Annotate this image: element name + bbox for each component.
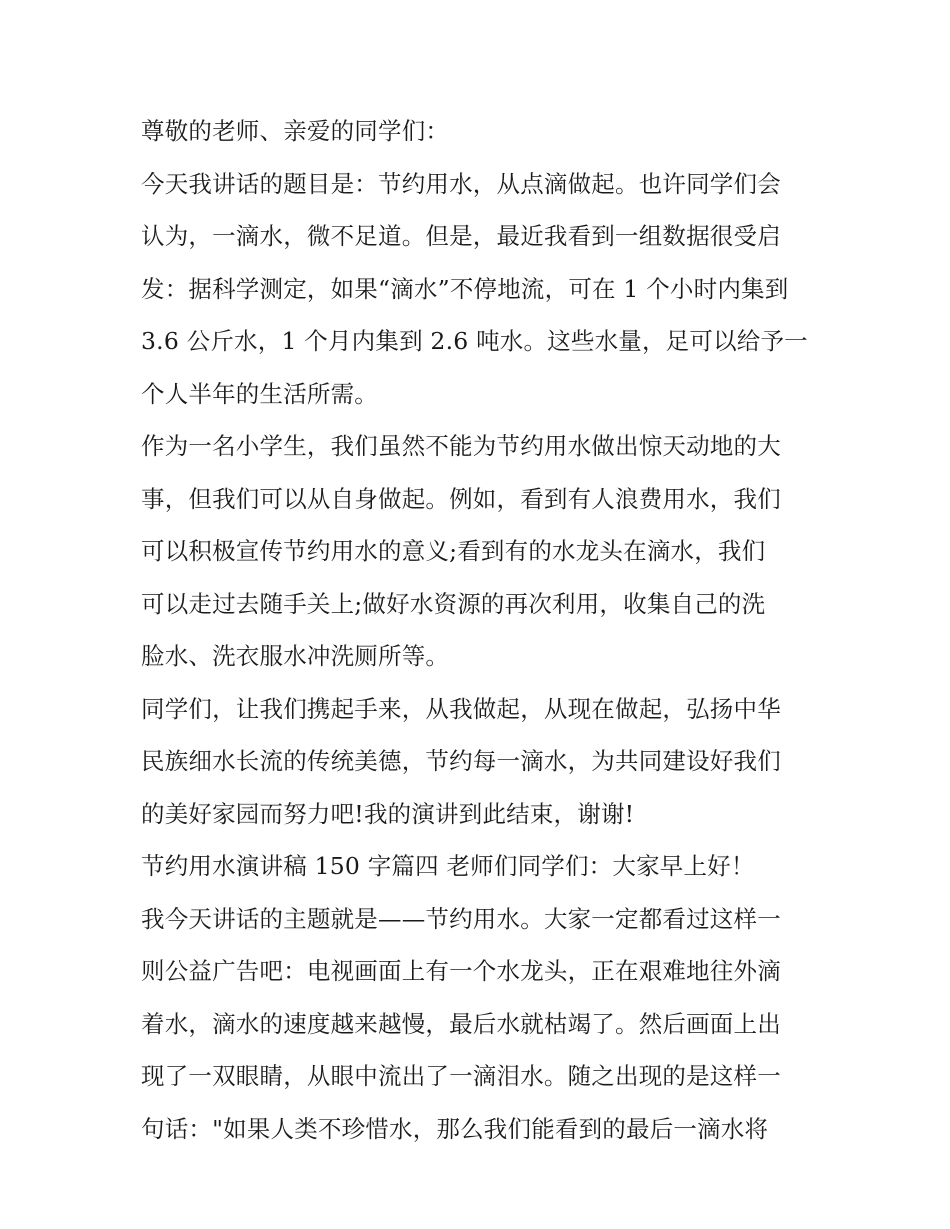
text-line: 同学们，让我们携起手来，从我做起，从现在做起，弘扬中华 (141, 694, 781, 723)
text-line: 事，但我们可以从自身做起。例如，看到有人浪费用水，我们 (141, 484, 781, 513)
text-line: 可以积极宣传节约用水的意义;看到有的水龙头在滴水，我们 (141, 537, 766, 565)
text-line: 作为一名小学生，我们虽然不能为节约用水做出惊天动地的大 (141, 432, 781, 460)
section-heading-line: 节约用水演讲稿 150 字篇四 老师们同学们：大家早上好！ (141, 852, 755, 880)
text-line: 的美好家园而努力吧!我的演讲到此结束，谢谢! (141, 799, 635, 828)
text-line: 我今天讲话的主题就是——节约用水。大家一定都看过这样一 (141, 904, 781, 933)
text-line: 尊敬的老师、亲爱的同学们： (141, 117, 450, 145)
text-line: 脸水、洗衣服水冲洗厕所等。 (141, 642, 450, 670)
text-line: 句话："如果人类不珍惜水，那么我们能看到的最后一滴水将 (141, 1114, 769, 1143)
text-line: 现了一双眼睛，从眼中流出了一滴泪水。随之出现的是这样一 (141, 1062, 781, 1090)
text-line: 民族细水长流的传统美德，节约每一滴水，为共同建设好我们 (141, 747, 781, 775)
text-line: 3.6 公斤水，1 个月内集到 2.6 吨水。这些水量，足可以给予一 (141, 327, 808, 355)
text-line: 着水，滴水的速度越来越慢，最后水就枯竭了。然后画面上出 (141, 1009, 781, 1038)
text-line: 今天我讲话的题目是：节约用水，从点滴做起。也许同学们会 (141, 169, 781, 198)
text-line: 个人半年的生活所需。 (141, 379, 378, 408)
text-line: 发：据科学测定，如果“滴水”不停地流，可在 1 个小时内集到 (141, 274, 789, 303)
text-line: 则公益广告吧：电视画面上有一个水龙头，正在艰难地往外滴 (141, 957, 781, 985)
text-line: 认为，一滴水，微不足道。但是，最近我看到一组数据很受启 (141, 222, 781, 250)
text-line: 可以走过去随手关上;做好水资源的再次利用，收集自己的洗 (141, 589, 766, 618)
speech-text (141, 105, 821, 1155)
